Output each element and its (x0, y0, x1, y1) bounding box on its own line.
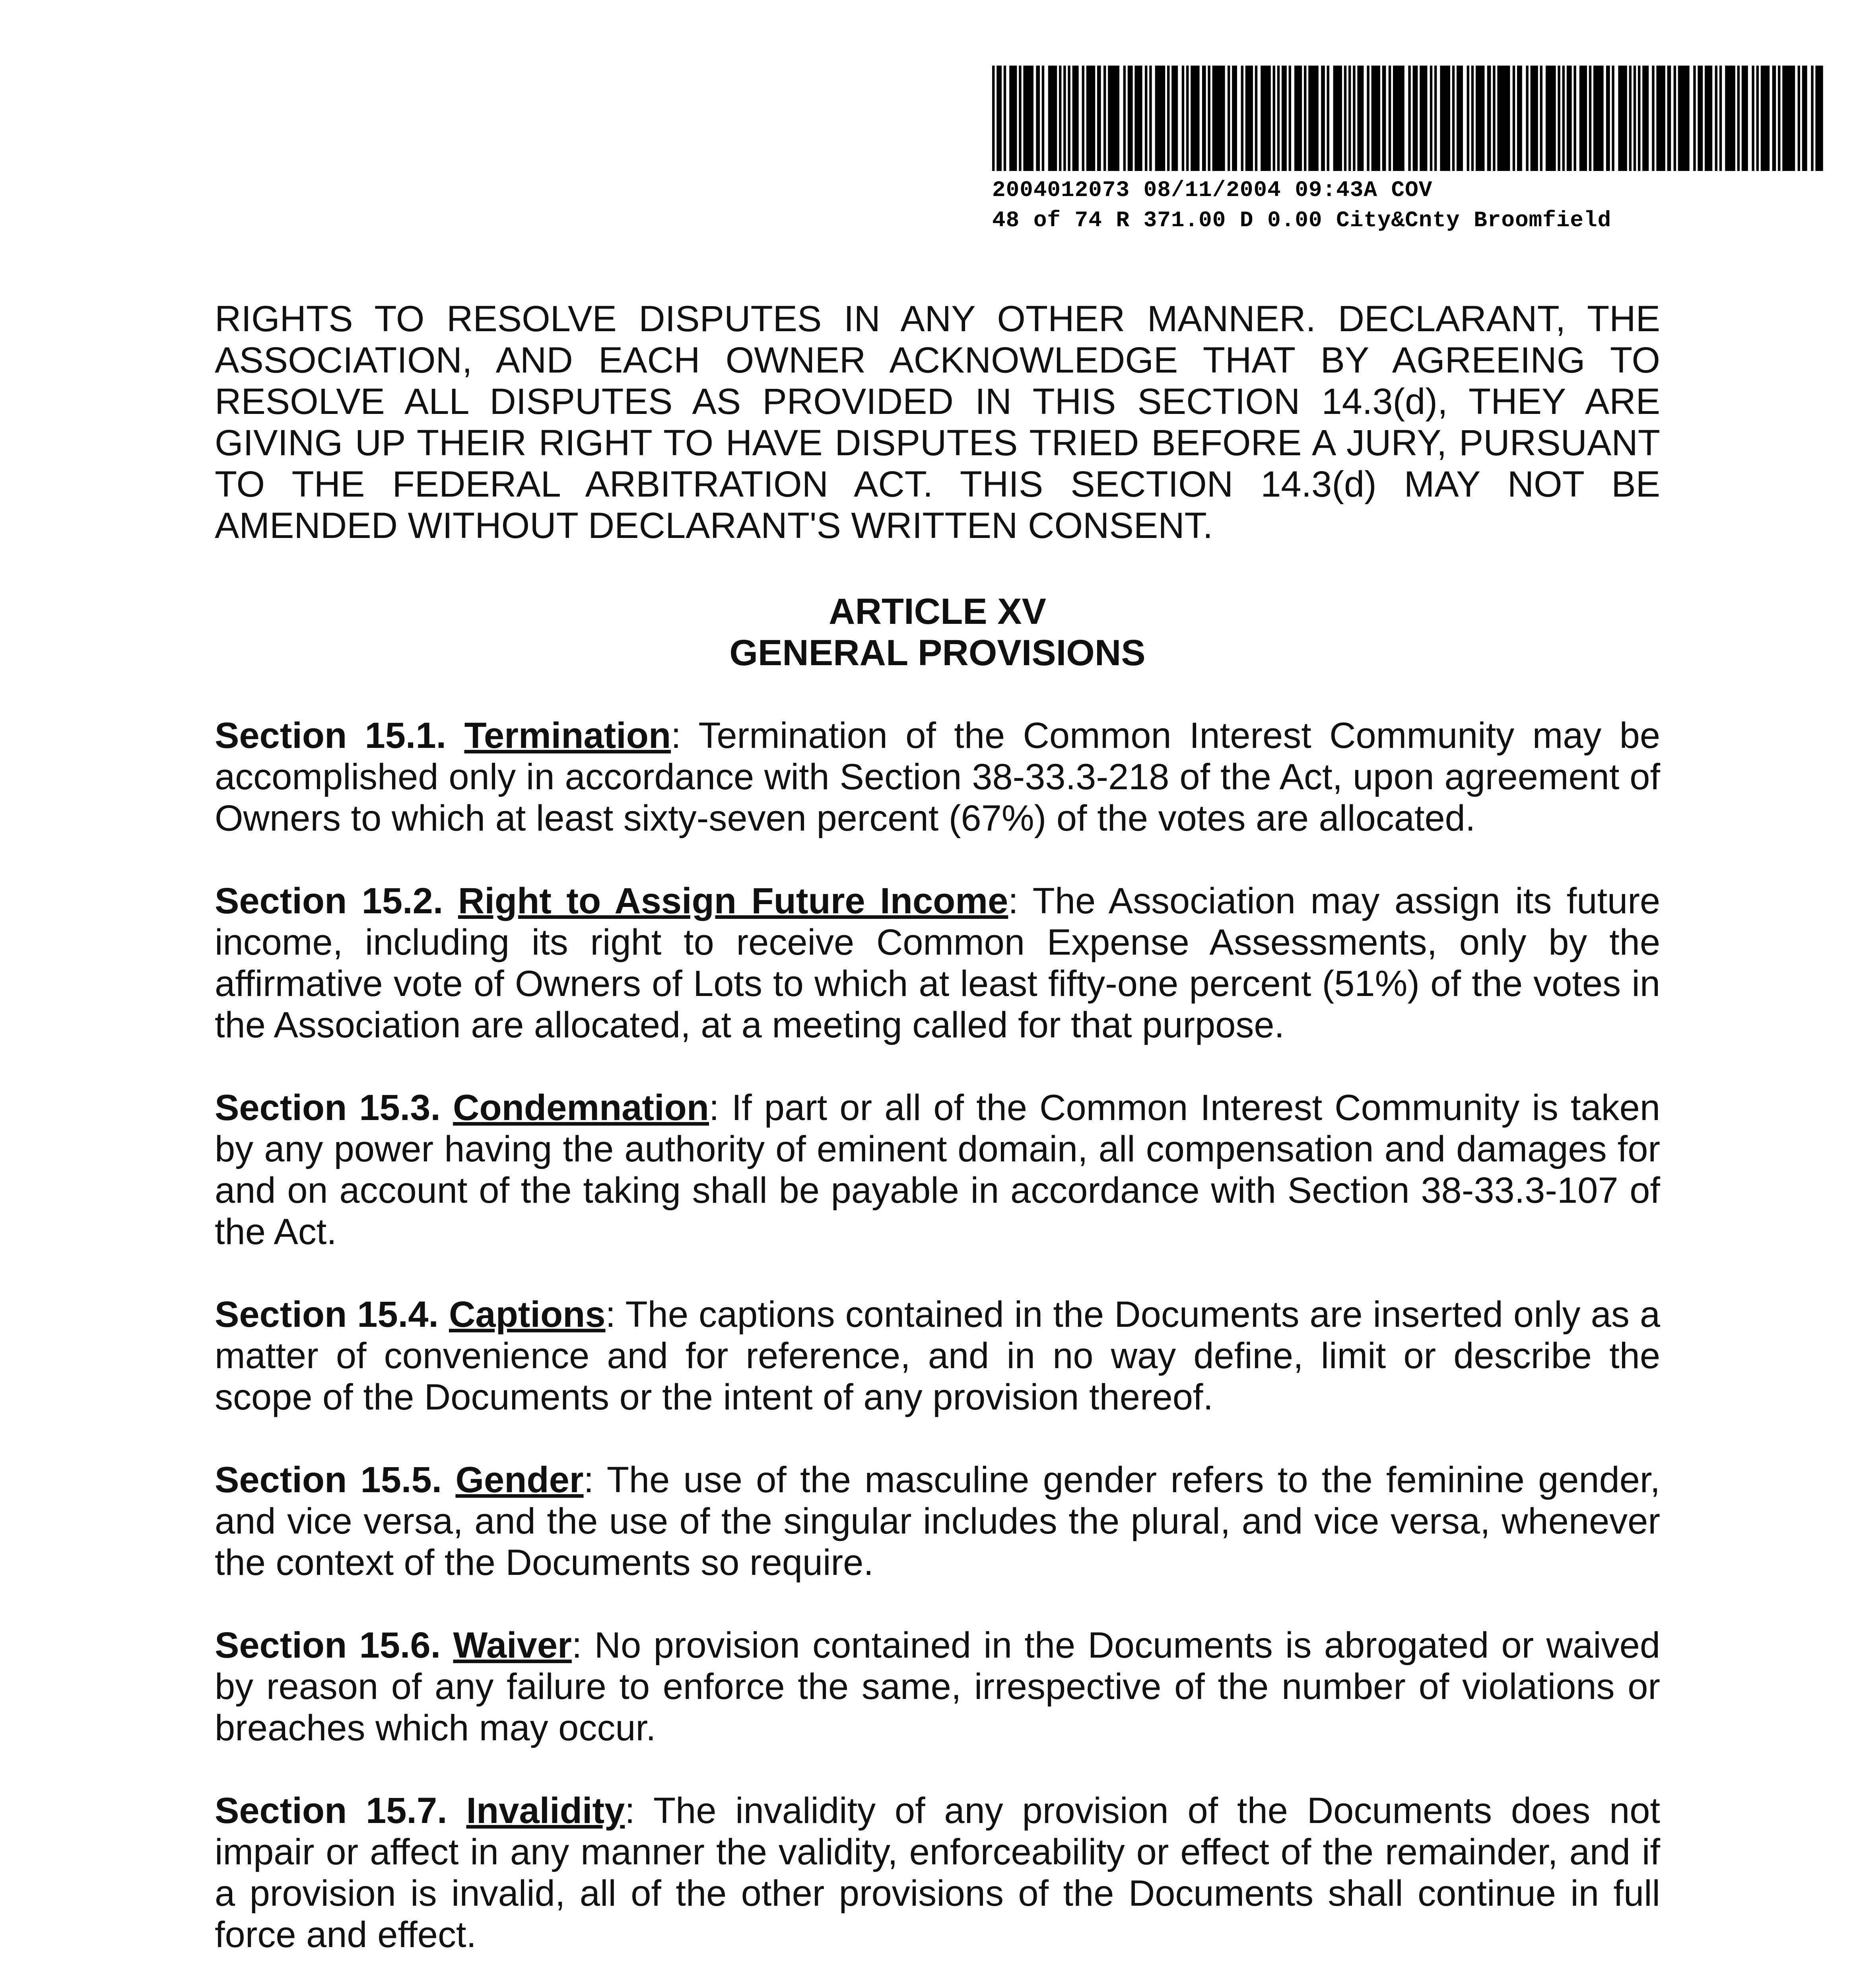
section-15-3 (215, 1087, 1660, 1252)
section-text: : No provision contained in the Documents is abrogated or waived by reason of any failure to enforce the same, irrespective of the number of violations or breaches which may occur. (215, 1625, 1660, 1748)
barcode-bar (1540, 66, 1542, 171)
barcode-bar (1327, 66, 1329, 171)
barcode-bar (1476, 66, 1484, 171)
barcode-bar (1282, 66, 1287, 171)
barcode-bar (1128, 66, 1133, 171)
barcode-bar (1589, 66, 1591, 171)
intro-paragraph: RIGHTS TO RESOLVE DISPUTES IN ANY OTHER MANNER. DECLARANT, THE ASSOCIATION, AND EACH OWNER ACKNOWLEDGE THAT BY AGREEING TO RESOLVE ALL DISPUTES AS PROVIDED IN THIS SECTION 14.3(d), THEY ARE GIVING UP THEIR RIGHT TO HAVE DISPUTES TRIED BEFORE A JURY, PURSUANT TO THE FEDERAL ARBITRATION ACT. THIS SECTION 14.3(d) MAY NOT BE AMENDED WITHOUT DECLARANT'S WRITTEN CONSENT. (215, 299, 1660, 546)
recording-line-1: 2004012073 08/11/2004 09:43A COV (992, 177, 1433, 203)
barcode-bar (1467, 66, 1469, 171)
barcode-bar (1629, 66, 1632, 171)
barcode-bar (1321, 66, 1325, 171)
barcode-bar (1642, 66, 1649, 171)
barcode-bar (1487, 66, 1491, 171)
barcode-bar (1004, 66, 1006, 171)
barcode-bar (1167, 66, 1169, 171)
section-text: : The use of the masculine gender refers to the feminine gender, and vice versa, and the use of the singular includes the plural, and vice versa, whenever the context of the Documents so require. (215, 1460, 1661, 1583)
barcode-bar (1413, 66, 1418, 171)
barcode-bar (1567, 66, 1572, 171)
barcode-bar (1471, 66, 1474, 171)
barcode-bar (1086, 66, 1095, 171)
section-title: Captions (449, 1294, 606, 1335)
barcode-bar (1667, 66, 1671, 171)
barcode-bar (1573, 66, 1576, 171)
barcode-bar (1082, 66, 1084, 171)
recording-line-2: 48 of 74 R 371.00 D 0.00 City&Cnty Broomfield (992, 208, 1612, 233)
barcode-bar (1277, 66, 1280, 171)
barcode-bar (1134, 66, 1142, 171)
section-text: : The captions contained in the Documents are inserted only as a matter of convenience and for reference, and in no way define, limit or describe the scope of the Documents or the intent of any provision thereof. (215, 1294, 1661, 1417)
barcode-bar (1344, 66, 1346, 171)
barcode-bar (1562, 66, 1565, 171)
barcode-bar (1772, 66, 1776, 171)
barcode-bar (1493, 66, 1495, 171)
article-heading (215, 591, 1660, 674)
barcode-bar (1068, 66, 1070, 171)
barcode-bar (1693, 66, 1696, 171)
section-title: Gender (455, 1460, 584, 1500)
barcode-bar (1212, 66, 1225, 171)
barcode-bar (1558, 66, 1560, 171)
barcode-bar (1526, 66, 1528, 171)
section-title: Condemnation (453, 1087, 709, 1128)
barcode-bar (1023, 66, 1033, 171)
barcode-bar (1457, 66, 1463, 171)
barcode-bar (1273, 66, 1275, 171)
barcode-bar (1357, 66, 1364, 171)
barcode-bar (1513, 66, 1515, 171)
barcode-bar (1815, 66, 1823, 171)
barcode-bar (1725, 66, 1735, 171)
barcode-bar (1208, 66, 1210, 171)
barcode-bar (1656, 66, 1665, 171)
barcode-bar (1059, 66, 1061, 171)
barcode-bar (1782, 66, 1795, 171)
section-number: Section 15.5. (215, 1460, 442, 1500)
section-number: Section 15.3. (215, 1087, 441, 1128)
barcode-bar (1719, 66, 1722, 171)
article-title: GENERAL PROVISIONS (729, 633, 1146, 673)
section-15-1 (215, 715, 1660, 839)
barcode-bar (1367, 66, 1369, 171)
barcode-bar (1612, 66, 1614, 171)
section-text: : Termination of the Common Interest Community may be accomplished only in accordance with Section 38-33.3-218 of the Act, upon agreement of Owners to which at least sixty-seven percent (67%) of the votes are allocated. (215, 715, 1661, 839)
barcode-bar (1063, 66, 1066, 171)
barcode-bar (1145, 66, 1147, 171)
barcode-bar (1408, 66, 1410, 171)
barcode-bar (1348, 66, 1351, 171)
barcode-bar (1171, 66, 1178, 171)
barcode-bar (1497, 66, 1510, 171)
barcode-bar (997, 66, 1002, 171)
barcode-bar (1353, 66, 1355, 171)
section-text: : If part or all of the Common Interest Community is taken by any power having the authority of eminent domain, all compensation and damages for and on account of the taking shall be payable in accordance with Section 38-33.3-107 of the Act. (215, 1087, 1661, 1252)
barcode-bar (1452, 66, 1455, 171)
barcode-bar (1202, 66, 1206, 171)
article-number: ARTICLE XV (829, 591, 1046, 632)
barcode-bar (1371, 66, 1380, 171)
barcode-bar (1333, 66, 1342, 171)
barcode-bar (1756, 66, 1759, 171)
section-number: Section 15.4. (215, 1294, 439, 1335)
barcode-bar (1674, 66, 1676, 171)
barcode-bar (1155, 66, 1166, 171)
barcode-bar (1304, 66, 1306, 171)
barcode-bar (1123, 66, 1126, 171)
barcode-bar (992, 66, 995, 171)
section-title: Termination (464, 715, 671, 756)
section-number: Section 15.2. (215, 881, 443, 921)
barcode-bar (1072, 66, 1079, 171)
barcode-bar (1048, 66, 1057, 171)
barcode-bar (1261, 66, 1271, 171)
section-text: : The invalidity of any provision of the Documents does not impair or affect in any manner the validity, enforceability or effect of the remainder, and if a provision is invalid, all of the other provisions of the Documents shall continue in full force and effect. (215, 1790, 1660, 1955)
recording-stamp (992, 175, 1611, 235)
section-text: : The Association may assign its future income, including its right to receive Common Expense Assessments, only by the affirmative vote of Owners of Lots to which at least fifty-one percent (51%) of the votes in the Association are allocated, at a meeting called for that purpose. (215, 881, 1660, 1045)
barcode-bar (1289, 66, 1291, 171)
barcode-bar (1149, 66, 1152, 171)
barcode-bar (1393, 66, 1404, 171)
barcode-bar (1546, 66, 1556, 171)
section-title: Invalidity (466, 1790, 625, 1831)
barcode-bar (1778, 66, 1780, 171)
barcode-bar (1182, 66, 1184, 171)
barcode-bar (1191, 66, 1199, 171)
barcode-bar (1761, 66, 1770, 171)
barcode-bar (1241, 66, 1243, 171)
barcode-bar (1232, 66, 1237, 171)
barcode-bar (1742, 66, 1748, 171)
barcode-bar (1652, 66, 1654, 171)
barcode-bar (1698, 66, 1703, 171)
barcode-bar (1389, 66, 1391, 171)
barcode-bar (1606, 66, 1610, 171)
barcode-bar (1294, 66, 1302, 171)
barcode-bar (1228, 66, 1230, 171)
barcode-bar (1798, 66, 1800, 171)
barcode-bar (1245, 66, 1253, 171)
barcode-bar (1009, 66, 1017, 171)
section-15-4 (215, 1294, 1660, 1418)
barcode-bar (1186, 66, 1189, 171)
barcode-bar (1382, 66, 1386, 171)
barcode-bar (1019, 66, 1021, 171)
barcode-bar (1308, 66, 1319, 171)
section-15-2 (215, 880, 1660, 1046)
barcode-bar (1638, 66, 1640, 171)
barcode-bar (1255, 66, 1257, 171)
document-body (215, 298, 1660, 1988)
barcode-bar (1430, 66, 1432, 171)
section-15-5 (215, 1459, 1660, 1583)
barcode-bar (1097, 66, 1101, 171)
section-15-7 (215, 1790, 1660, 1955)
barcode-bar (1705, 66, 1712, 171)
section-title: Waiver (453, 1625, 572, 1666)
barcode-bar (1618, 66, 1627, 171)
barcode-bar (1715, 66, 1717, 171)
barcode-bar (1802, 66, 1807, 171)
barcode-bar (1737, 66, 1740, 171)
section-number: Section 15.1. (215, 715, 447, 756)
barcode-bar (1440, 66, 1450, 171)
barcode-bar (1420, 66, 1427, 171)
barcode-bar (1517, 66, 1522, 171)
barcode-bar (1036, 66, 1040, 171)
barcode-bar (1752, 66, 1754, 171)
barcode-bar (1634, 66, 1636, 171)
section-number: Section 15.7. (215, 1790, 447, 1831)
barcode-bar (1579, 66, 1587, 171)
barcode-bar (1593, 66, 1604, 171)
barcode-bar (1531, 66, 1538, 171)
barcode-icon (992, 66, 1823, 171)
barcode-bar (1434, 66, 1437, 171)
barcode-bar (1042, 66, 1044, 171)
section-15-6 (215, 1625, 1660, 1749)
section-number: Section 15.6. (215, 1625, 441, 1666)
barcode-bar (1811, 66, 1813, 171)
barcode-bar (1678, 66, 1690, 171)
barcode-bar (1108, 66, 1119, 171)
section-title: Right to Assign Future Income (458, 881, 1008, 921)
barcode-bar (1103, 66, 1106, 171)
